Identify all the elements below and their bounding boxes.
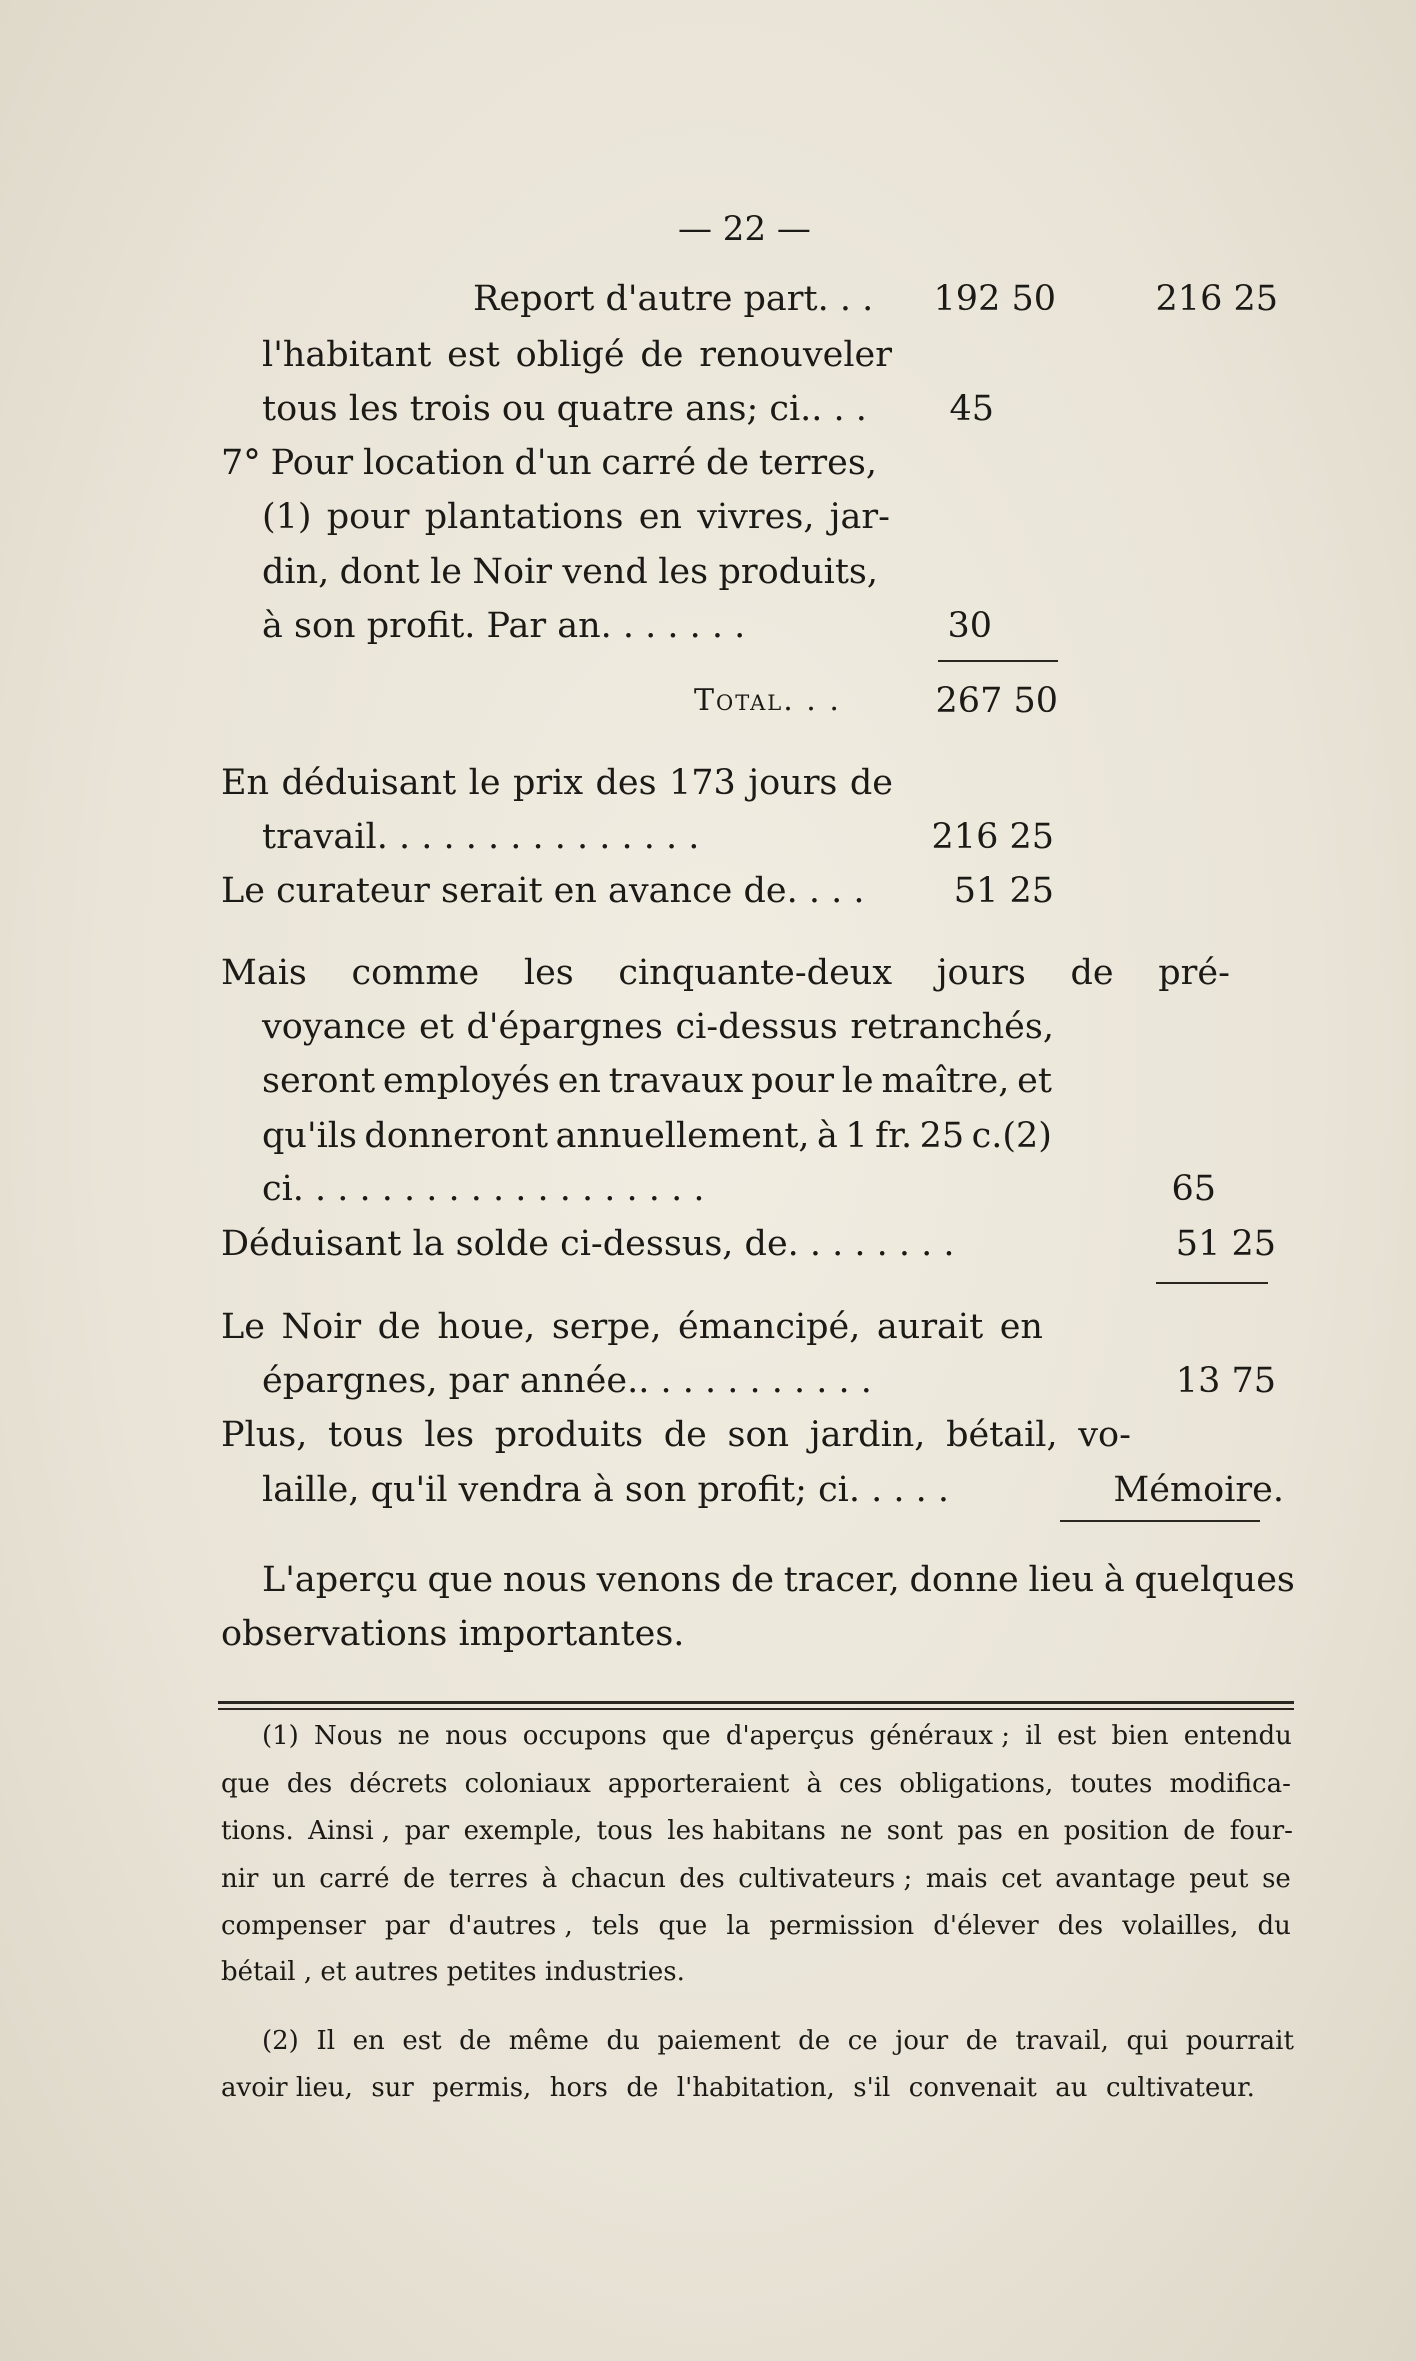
word: (1) — [262, 497, 312, 537]
word: coloniaux — [464, 1769, 591, 1799]
word: travaux — [608, 1061, 744, 1101]
word: location — [362, 443, 505, 483]
word: compenser — [221, 1911, 366, 1941]
footnote-1-line5 — [221, 1913, 1291, 1939]
word: produits — [494, 1415, 644, 1455]
word: qui — [1126, 2026, 1169, 2056]
word: de — [640, 335, 684, 375]
word: renouveler — [699, 335, 892, 375]
word: que — [427, 1560, 494, 1600]
word: des — [1057, 1911, 1104, 1941]
noir-value: 13 75 — [1175, 1361, 1276, 1401]
word: 7° — [221, 443, 261, 483]
footnote-1-line6: bétail , et autres petites industries. — [221, 1957, 685, 1987]
word: décrets — [349, 1769, 448, 1799]
word: permis, — [432, 2073, 532, 2103]
mais-line5: ci. . . . . . . . . . . . . . . . . . . — [262, 1169, 705, 1209]
word: par — [384, 1911, 430, 1941]
word: ces — [839, 1769, 883, 1799]
footnote-2-line2 — [221, 2075, 1255, 2101]
total-label: Total. . . — [694, 683, 841, 718]
footnote-rule-top — [218, 1701, 1294, 1704]
word: jours — [748, 763, 838, 803]
word: 25 — [919, 1116, 965, 1156]
word: de — [705, 443, 750, 483]
word: produits, — [718, 552, 878, 592]
word: émancipé, — [678, 1307, 861, 1347]
word: voyance — [262, 1007, 407, 1047]
footnote-1-line4 — [221, 1866, 1291, 1892]
plus-line2: laille, qu'il vendra à son profit; ci. . . . . — [262, 1470, 949, 1510]
word: de — [377, 1307, 421, 1347]
word: ce — [847, 2026, 878, 2056]
mais-value: 65 — [1171, 1169, 1216, 1209]
word: de — [965, 2026, 998, 2056]
word: de — [849, 763, 893, 803]
word: des — [286, 1769, 333, 1799]
deduction-line1 — [221, 763, 893, 803]
word: ne — [397, 1721, 430, 1751]
word: d'élever — [933, 1911, 1039, 1941]
word: houe, — [437, 1307, 536, 1347]
word: travail, — [1015, 2026, 1109, 2056]
word: c.(2) — [971, 1116, 1052, 1156]
word: tous — [596, 1816, 653, 1846]
curateur-value: 51 25 — [953, 871, 1054, 911]
memoire-rule — [1060, 1520, 1260, 1522]
word: le — [430, 552, 463, 592]
word: mais — [925, 1864, 988, 1894]
word: chacun — [570, 1864, 666, 1894]
word: qu'ils — [262, 1116, 357, 1156]
word: terres, — [758, 443, 877, 483]
item7-line1 — [221, 443, 877, 483]
item-cont-line2: tous les trois ou quatre ans; ci.. . . — [262, 389, 867, 429]
word: le — [841, 1061, 874, 1101]
word: seront — [262, 1061, 376, 1101]
word: prix — [512, 763, 584, 803]
word: Noir — [281, 1307, 362, 1347]
word: et — [419, 1007, 454, 1047]
word: d'aperçus — [725, 1721, 855, 1751]
page-number: — 22 — — [678, 209, 811, 249]
deduction-value: 216 25 — [931, 817, 1054, 857]
word: à — [806, 1769, 822, 1799]
word: comme — [351, 953, 480, 993]
word: aurait — [876, 1307, 984, 1347]
solde-value: 51 25 — [1175, 1224, 1276, 1264]
word: du — [1257, 1911, 1291, 1941]
deduction-line2: travail. . . . . . . . . . . . . . . — [262, 817, 700, 857]
item7-line2 — [262, 497, 890, 537]
word: de — [459, 2026, 492, 2056]
footnote-1-line1 — [262, 1723, 1292, 1749]
word: d'un — [514, 443, 592, 483]
word: (2) — [262, 2026, 299, 2056]
word: nir — [221, 1864, 259, 1894]
word: Nous — [314, 1721, 383, 1751]
word: vend — [562, 552, 648, 592]
word: cultivateur. — [1105, 2073, 1255, 2103]
footnote-2-line1 — [262, 2028, 1294, 2054]
word: obligations, — [899, 1769, 1054, 1799]
word: jar- — [829, 497, 890, 537]
word: que — [658, 1911, 708, 1941]
word: en — [352, 2026, 385, 2056]
word: même — [508, 2026, 589, 2056]
mais-line3 — [262, 1061, 1052, 1101]
word: en — [1017, 1816, 1050, 1846]
word: entendu — [1183, 1721, 1292, 1751]
word: tous — [328, 1415, 404, 1455]
report-label: Report d'autre part. . . — [473, 279, 874, 319]
word: vo- — [1078, 1415, 1131, 1455]
footnote-1-line3 — [221, 1818, 1293, 1844]
item-cont-value: 45 — [949, 389, 994, 429]
word: les — [658, 552, 709, 592]
report-col2: 216 25 — [1155, 279, 1278, 319]
word: dont — [339, 552, 420, 592]
word: en — [999, 1307, 1043, 1347]
word: annuellement, — [555, 1116, 810, 1156]
word: 1 — [845, 1116, 868, 1156]
word: est — [1057, 1721, 1097, 1751]
word: tracer, — [783, 1560, 900, 1600]
word: en — [557, 1061, 601, 1101]
word: carré — [601, 443, 697, 483]
word: du — [606, 2026, 640, 2056]
word: bétail, — [946, 1415, 1058, 1455]
footnote-1-line2 — [221, 1771, 1291, 1797]
word: exemple, — [463, 1816, 583, 1846]
mais-line1 — [221, 953, 1230, 993]
word: ci-dessus — [675, 1007, 838, 1047]
word: carré — [319, 1864, 390, 1894]
word: sur — [371, 2073, 414, 2103]
word: L'aperçu — [262, 1560, 418, 1600]
conclusion-line2: observations importantes. — [221, 1614, 685, 1654]
word: En — [221, 763, 270, 803]
word: son — [727, 1415, 790, 1455]
word: de — [403, 1864, 436, 1894]
word: un — [272, 1864, 306, 1894]
word: pas — [957, 1816, 1003, 1846]
word: permission — [769, 1911, 915, 1941]
word: en — [638, 497, 682, 537]
word: Il — [316, 2026, 336, 2056]
word: lieu — [1028, 1560, 1095, 1600]
word: modifica- — [1169, 1769, 1291, 1799]
word: donne — [909, 1560, 1019, 1600]
word: de — [1183, 1816, 1216, 1846]
word: paiement — [657, 2026, 781, 2056]
word: pourrait — [1185, 2026, 1294, 2056]
word: quelques — [1134, 1560, 1295, 1600]
word: apporteraient — [607, 1769, 790, 1799]
word: pré- — [1158, 953, 1230, 993]
word: les — [424, 1415, 475, 1455]
word: le — [468, 763, 501, 803]
noir-line2: épargnes, par année.. . . . . . . . . . . — [262, 1361, 872, 1401]
word: jour — [895, 2026, 949, 2056]
word: les — [523, 953, 574, 993]
footnote-rule-bottom — [218, 1708, 1294, 1710]
word: hors — [549, 2073, 608, 2103]
word: employés — [382, 1061, 550, 1101]
word: retranchés, — [850, 1007, 1054, 1047]
word: à — [1103, 1560, 1125, 1600]
word: et — [1017, 1061, 1052, 1101]
word: des — [679, 1864, 725, 1894]
word: se — [1262, 1864, 1291, 1894]
word: (1) — [262, 1721, 299, 1751]
total-rule — [938, 660, 1058, 662]
word: sont — [886, 1816, 943, 1846]
word: l'habitation, — [676, 2073, 835, 2103]
word: jardin, — [809, 1415, 926, 1455]
word: les habitans — [667, 1816, 826, 1846]
word: tions. — [221, 1816, 294, 1846]
word: s'il — [853, 2073, 891, 2103]
word: que — [661, 1721, 711, 1751]
item7-value: 30 — [947, 606, 992, 646]
word: nous — [445, 1721, 508, 1751]
word: Le — [221, 1307, 265, 1347]
word: de — [730, 1560, 775, 1600]
word: convenait — [908, 2073, 1037, 2103]
word: à — [817, 1116, 838, 1156]
word: cinquante-deux — [618, 953, 893, 993]
curateur-label: Le curateur serait en avance de. . . . — [221, 871, 865, 911]
word: Pour — [270, 443, 354, 483]
word: toutes — [1070, 1769, 1153, 1799]
total-value: 267 50 — [935, 681, 1058, 721]
word: volailles, — [1122, 1911, 1239, 1941]
word: déduisant — [281, 763, 457, 803]
word: bien — [1111, 1721, 1169, 1751]
word: il — [1025, 1721, 1042, 1751]
item7-line3 — [262, 552, 878, 592]
word: pour — [751, 1061, 834, 1101]
word: l'habitant — [262, 335, 432, 375]
word: tels — [591, 1911, 640, 1941]
word: d'autres , — [448, 1911, 573, 1941]
noir-line1 — [221, 1307, 1043, 1347]
word: des — [595, 763, 657, 803]
word: position — [1063, 1816, 1169, 1846]
word: cultivateurs ; — [738, 1864, 913, 1894]
item7-line4: à son profit. Par an. . . . . . . — [262, 606, 746, 646]
word: plantations — [424, 497, 624, 537]
word: nous — [502, 1560, 587, 1600]
word: que — [221, 1769, 270, 1799]
solde-rule — [1156, 1282, 1268, 1284]
mais-line2 — [262, 1007, 1054, 1047]
conclusion-line1 — [262, 1560, 1295, 1600]
word: Mais — [221, 953, 307, 993]
word: occupons — [522, 1721, 647, 1751]
word: généraux ; — [869, 1721, 1011, 1751]
word: four- — [1229, 1816, 1293, 1846]
word: à — [541, 1864, 558, 1894]
word: din, — [262, 552, 330, 592]
word: de — [626, 2073, 659, 2103]
word: cet — [1001, 1864, 1042, 1894]
word: venons — [596, 1560, 722, 1600]
word: peut — [1189, 1864, 1249, 1894]
word: ne — [840, 1816, 873, 1846]
word: obligé — [515, 335, 625, 375]
plus-value: Mémoire. — [1113, 1470, 1284, 1510]
word: avantage — [1055, 1864, 1176, 1894]
word: jours — [936, 953, 1026, 993]
word: la — [726, 1911, 751, 1941]
solde-label: Déduisant la solde ci-dessus, de. . . . . . . . — [221, 1224, 955, 1264]
word: de — [663, 1415, 707, 1455]
report-col1: 192 50 — [933, 279, 1056, 319]
word: au — [1055, 2073, 1088, 2103]
word: Plus, — [221, 1415, 308, 1455]
word: est — [402, 2026, 442, 2056]
word: avoir lieu, — [221, 2073, 353, 2103]
word: donneront — [364, 1116, 549, 1156]
word: par — [404, 1816, 450, 1846]
word: Ainsi , — [308, 1816, 391, 1846]
word: d'épargnes — [466, 1007, 663, 1047]
word: pour — [326, 497, 410, 537]
word: terres — [448, 1864, 529, 1894]
word: serpe, — [551, 1307, 662, 1347]
word: est — [447, 335, 500, 375]
plus-line1 — [221, 1415, 1131, 1455]
word: 173 — [669, 763, 736, 803]
word: de — [1070, 953, 1114, 993]
word: Noir — [472, 552, 553, 592]
word: de — [798, 2026, 831, 2056]
item-cont-line1 — [262, 335, 892, 375]
word: vivres, — [697, 497, 815, 537]
word: fr. — [875, 1116, 913, 1156]
word: maître, — [881, 1061, 1010, 1101]
mais-line4 — [262, 1116, 1052, 1156]
